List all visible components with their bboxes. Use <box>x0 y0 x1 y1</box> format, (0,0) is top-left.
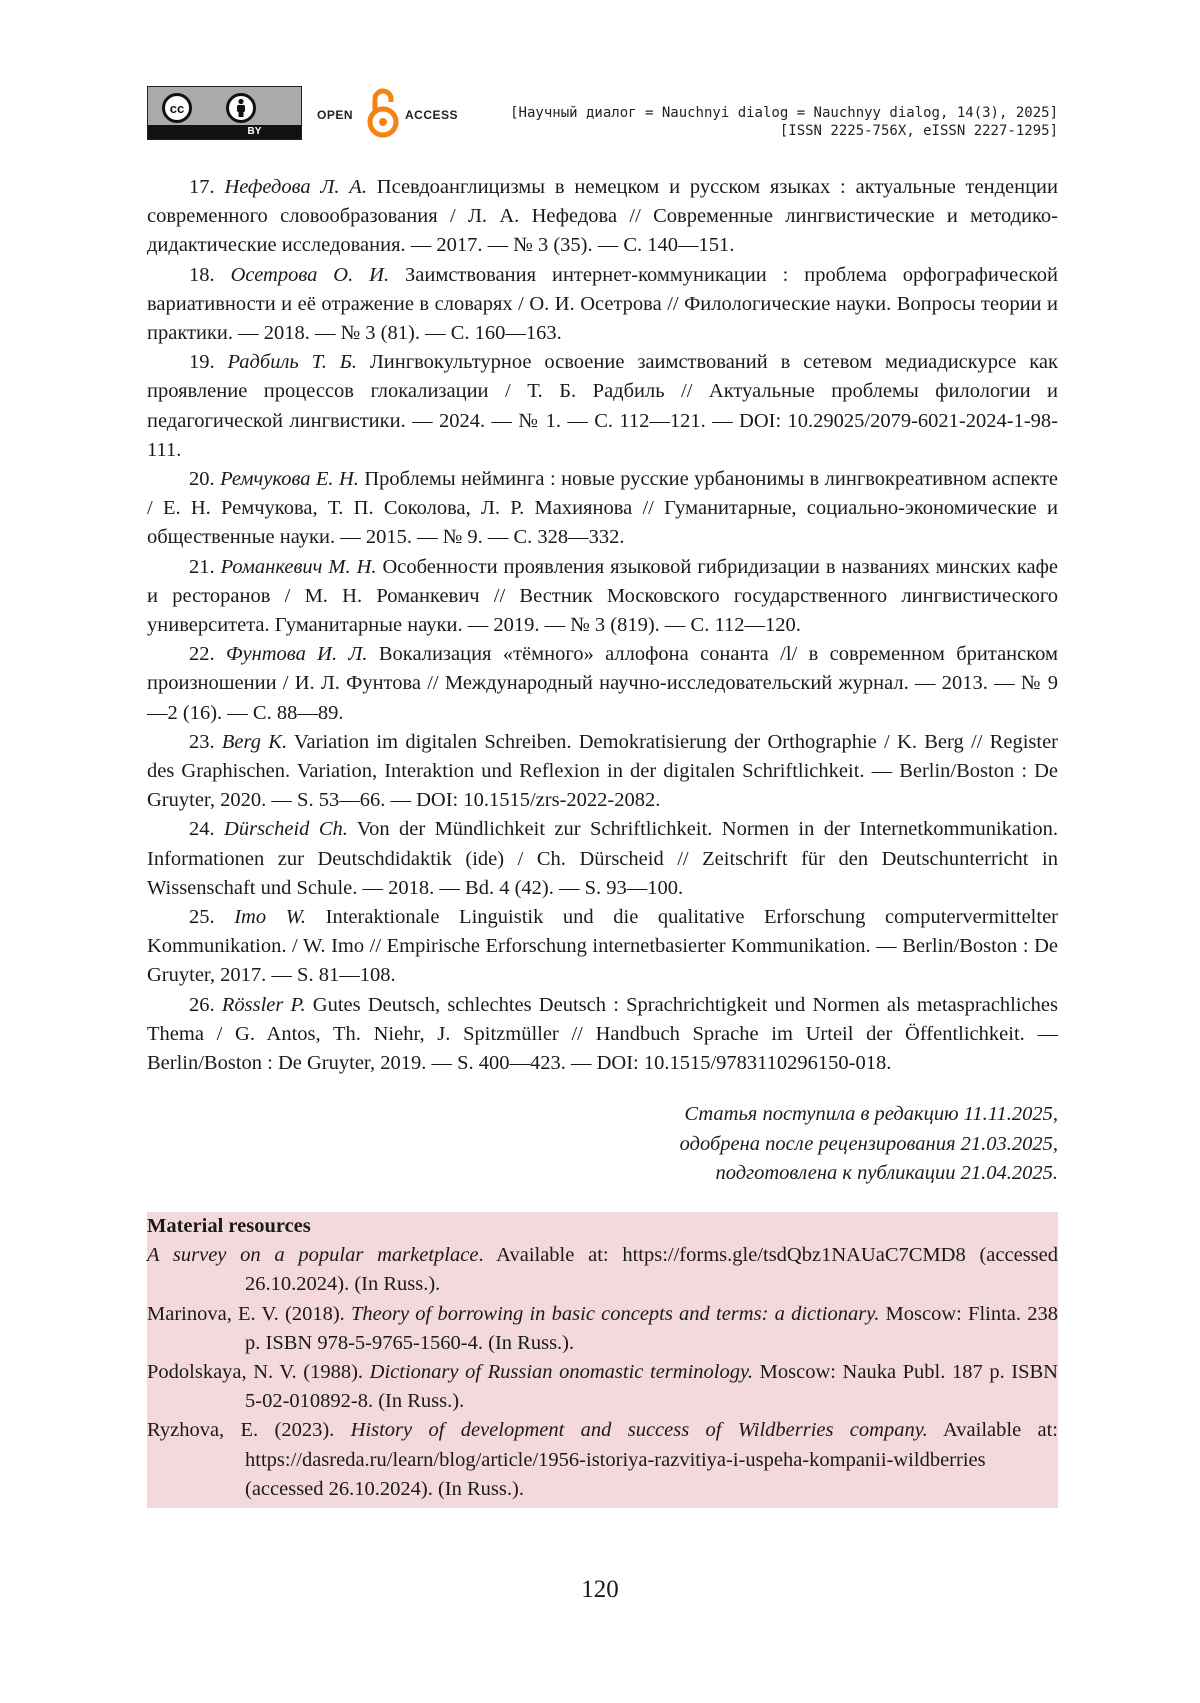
cc-icon: cc <box>162 93 192 123</box>
reference-author: Радбиль Т. Б. <box>228 351 357 373</box>
cc-strip <box>148 125 208 139</box>
reference-author: Романкевич М. Н. <box>221 556 377 578</box>
material-resources <box>147 1212 1058 1508</box>
cc-by-license-badge[interactable] <box>147 86 302 140</box>
reference-item: 26. Rössler P. Gutes Deutsch, schlechtes Deutsch : Sprachrichtigkeit und Normen als metasprachliches Thema / G. Antos, Th. Niehr, J. Spitzmüller // Handbuch Sprache im Urteil der Öffentlichkeit. — Berlin/Boston : De Gruyter, 2019. — S. 400—423. — DOI: 10.1515/9783110296150-018. <box>147 991 1058 1079</box>
main-content <box>147 173 1058 1508</box>
resource-item: Marinova, E. V. (2018). Theory of borrowing in basic concepts and terms: a dictionary. Moscow: Flinta. 238 p. ISBN 978-5-9765-1560-4. (In Russ.). <box>147 1300 1058 1358</box>
reference-item: 22. Фунтова И. Л. Вокализация «тёмного» аллофона сонанта /l/ в современном британском произношении / И. Л. Фунтова // Международный научно-исследовательский журнал. — 2013. — № 9—2 (16). — С. 88—89. <box>147 640 1058 728</box>
page-header <box>147 86 1058 146</box>
open-access-right-text: ACCESS <box>405 108 458 122</box>
open-access-left-text: OPEN <box>317 108 353 122</box>
resource-item: Podolskaya, N. V. (1988). Dictionary of Russian onomastic terminology. Moscow: Nauka Publ. 187 p. ISBN 5-02-010892-8. (In Russ.). <box>147 1358 1058 1416</box>
reference-item: 25. Imo W. Interaktionale Linguistik und die qualitative Erforschung computervermittelter Kommunikation. / W. Imo // Empirische Erforschung internetbasierter Kommunikation. — Berlin/Boston : De Gruyter, 2017. — S. 81—108. <box>147 903 1058 991</box>
resources-title: Material resources <box>147 1212 1058 1241</box>
reference-item: 23. Berg K. Variation im digitalen Schreiben. Demokratisierung der Orthographie / K. Berg // Register des Graphischen. Variation, Interaktion und Reflexion in der digitalen Schriftlichkeit. — Berlin/Boston : De Gruyter, 2020. — S. 53—66. — DOI: 10.1515/zrs-2022-2082. <box>147 728 1058 816</box>
received-date: Статья поступила в редакцию 11.11.2025, <box>147 1100 1058 1129</box>
reference-author: Нефедова Л. А. <box>224 176 367 198</box>
journal-title-line: [Научный диалог = Nauchnyi dialog = Nauchnyy dialog, 14(3), 2025] <box>510 104 1058 122</box>
journal-issn-line: [ISSN 2225-756X, eISSN 2227-1295] <box>510 122 1058 140</box>
reference-author: Imo W. <box>234 906 306 928</box>
reference-item: 24. Dürscheid Ch. Von der Mündlichkeit zur Schriftlichkeit. Normen in der Internetkommunikation. Informationen zur Deutschdidaktik (ide) / Ch. Dürscheid // Zeitschrift für den Deutschunterricht in Wissenschaft und Schule. — 2018. — Bd. 4 (42). — S. 93—100. <box>147 815 1058 903</box>
reference-item: 21. Романкевич М. Н. Особенности проявления языковой гибридизации в названиях минских кафе и ресторанов / М. Н. Романкевич // Вестник Московского государственного лингвистического университета. Гуманитарные науки. — 2019. — № 3 (819). — С. 112—120. <box>147 553 1058 641</box>
resource-item: Ryzhova, E. (2023). History of development and success of Wildberries company. Available at: https://dasreda.ru/learn/blog/article/1956-istoriya-razvitiya-i-uspeha-kompanii-wildberries (accessed 26.10.2024). (In Russ.). <box>147 1416 1058 1504</box>
attribution-person-icon <box>226 93 256 123</box>
reference-author: Осетрова О. И. <box>231 264 390 286</box>
reference-author: Berg K. <box>222 731 287 753</box>
reference-list <box>147 173 1058 1078</box>
resource-item: A survey on a popular marketplace. Available at: https://forms.gle/tsdQbz1NAUaC7CMD8 (accessed 26.10.2024). (In Russ.). <box>147 1241 1058 1299</box>
open-access-logo[interactable] <box>317 86 467 140</box>
reference-item: 19. Радбиль Т. Б. Лингвокультурное освоение заимствований в сетевом медиадискурсе как проявление процессов глокализации / Т. Б. Радбиль // Актуальные проблемы филологии и педагогической лингвистики. — 2024. — № 1. — С. 112—121. — DOI: 10.29025/2079-6021-2024-1-98-111. <box>147 348 1058 465</box>
reference-author: Фунтова И. Л. <box>226 643 368 665</box>
reference-author: Ремчукова Е. Н. <box>220 468 359 490</box>
reference-author: Rössler P. <box>222 994 306 1016</box>
reference-item: 17. Нефедова Л. А. Псевдоанглицизмы в немецком и русском языках : актуальные тенденции современного словообразования / Л. А. Нефедова // Современные лингвистические и методико-дидактические исследования. — 2017. — № 3 (35). — С. 140—151. <box>147 173 1058 261</box>
approved-date: одобрена после рецензирования 21.03.2025, <box>147 1130 1058 1159</box>
article-dates <box>147 1100 1058 1188</box>
prepared-date: подготовлена к публикации 21.04.2025. <box>147 1159 1058 1188</box>
by-label: BY <box>208 125 301 139</box>
page-number: 120 <box>0 1576 1200 1604</box>
open-access-lock-icon <box>365 86 401 140</box>
reference-item: 18. Осетрова О. И. Заимствования интернет-коммуникации : проблема орфографической вариативности и её отражение в словарях / О. И. Осетрова // Филологические науки. Вопросы теории и практики. — 2018. — № 3 (81). — С. 160—163. <box>147 261 1058 349</box>
reference-author: Dürscheid Ch. <box>224 818 348 840</box>
journal-citation <box>510 104 1058 140</box>
reference-item: 20. Ремчукова Е. Н. Проблемы нейминга : новые русские урбанонимы в лингвокреативном аспекте / Е. Н. Ремчукова, Т. П. Соколова, Л. Р. Махиянова // Гуманитарные, социально-экономические и общественные науки. — 2015. — № 9. — С. 328—332. <box>147 465 1058 553</box>
